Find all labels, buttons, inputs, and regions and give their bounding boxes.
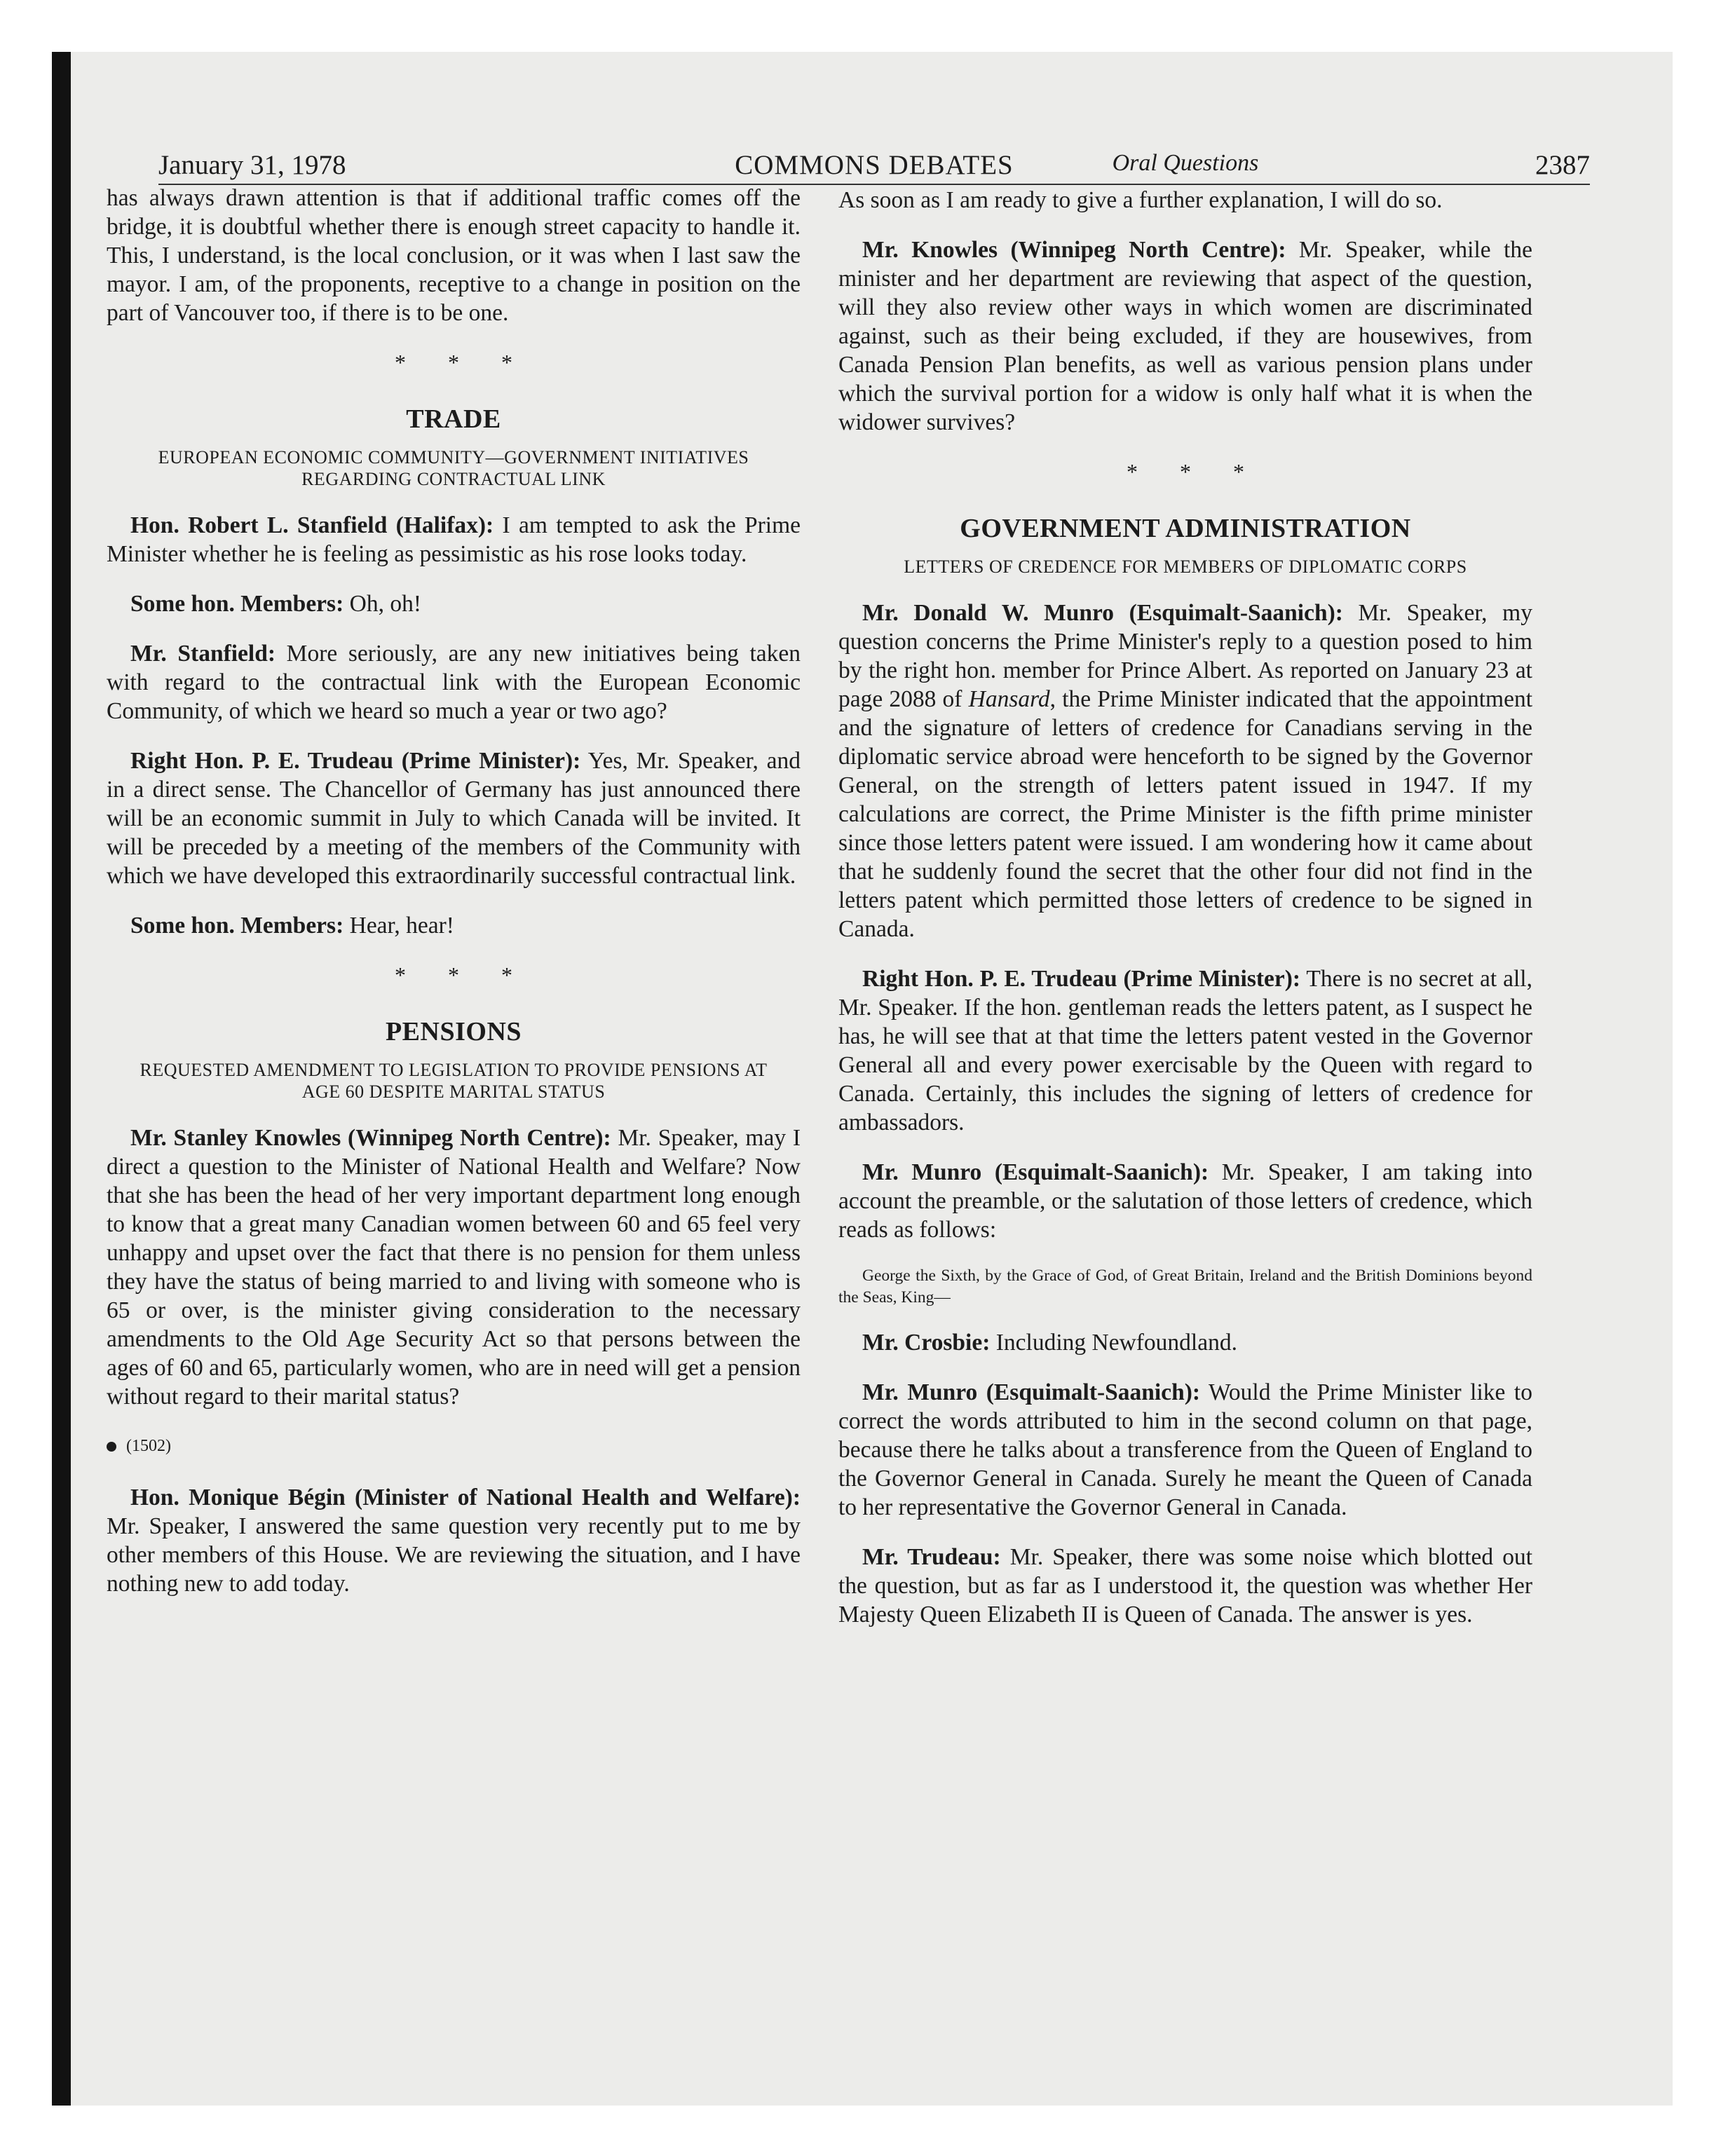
speech-text: Mr. Speaker, there was some noise which blotted out the question, but as far as I understood it, the question was whether Her Majesty Queen Elizabeth II is Queen of Canada. The answer is yes. [838, 1544, 1533, 1628]
header-title: COMMONS DEBATES [735, 150, 1014, 180]
speaker-name: Mr. Stanley Knowles (Winnipeg North Centre): [130, 1125, 611, 1151]
speech-text: Mr. Speaker, I answered the same question very recently put to me by other members of this House. We are reviewing the situation, and I have nothing new to add today. [107, 1513, 801, 1597]
speaker-name: Mr. Crosbie: [862, 1330, 991, 1356]
subheading-letters-of-credence: LETTERS OF CREDENCE FOR MEMBERS OF DIPLOMATIC CORPS [904, 557, 1467, 577]
speaker-name: Mr. Donald W. Munro (Esquimalt-Saanich): [862, 600, 1343, 626]
paragraph [107, 1124, 801, 1411]
speaker-name: Some hon. Members: [130, 913, 344, 939]
section-heading-trade: TRADE [406, 404, 501, 434]
speech-text: More seriously, are any new initiatives being taken with regard to the contractual link with the European Economic Community, of which we heard so much a year or two ago? [107, 641, 801, 724]
binding-edge [52, 52, 71, 2106]
speaker-name: Some hon. Members: [130, 591, 344, 617]
speech-text: Would the Prime Minister like to correct the words attributed to him in the second column on that page, because there he talks about a transference from the Queen of England to the Governor General in Canada. Surely he meant the Queen of Canada to her representative the Governor General in Canada. [838, 1379, 1532, 1520]
paragraph: As soon as I am ready to give a further explanation, I will do so. [838, 187, 1443, 213]
paragraph [838, 1328, 1532, 1357]
speaker-name: Mr. Trudeau: [862, 1544, 1001, 1570]
subheading-pensions: REQUESTED AMENDMENT TO LEGISLATION TO PROVIDE PENSIONS AT AGE 60 DESPITE MARITAL STATUS [140, 1060, 768, 1102]
section-heading-pensions: PENSIONS [385, 1017, 522, 1046]
speech-text: Mr. Speaker, my question concerns the Prime Minister's reply to a question posed to him by the right hon. member for Prince Albert. As reported on January 23 at page 2088 of [838, 600, 1532, 712]
paragraph [107, 911, 801, 940]
speaker-name: Mr. Munro (Esquimalt-Saanich): [862, 1159, 1209, 1185]
paragraph [107, 511, 801, 568]
paragraph [107, 746, 801, 890]
header-date: January 31, 1978 [158, 150, 346, 180]
paragraph [838, 1158, 1532, 1244]
section-divider: * * * [395, 350, 531, 375]
speaker-name: Right Hon. P. E. Trudeau (Prime Minister): [130, 748, 581, 774]
section-divider: * * * [1127, 459, 1263, 484]
section-heading-government: GOVERNMENT ADMINISTRATION [960, 514, 1411, 543]
time-marker-text: (1502) [126, 1437, 171, 1455]
paragraph [107, 589, 801, 618]
speech-text: Hear, hear! [343, 913, 454, 939]
speaker-name: Mr. Knowles (Winnipeg North Centre): [862, 237, 1286, 263]
paragraph [838, 599, 1532, 943]
speech-text: Mr. Speaker, may I direct a question to the Minister of National Health and Welfare? Now that she has been the head of her very important department long enough to know that a great many Canadian women between 60 and 65 feel very unhappy and upset over the fact that there is no pension for them unless they have the status of being married to and living with someone who is 65 or over, is the minister giving consideration to the necessary amendments to the Old Age Security Act so that persons between the ages of 60 and 65, particularly women, who are in need will get a pension without regard to their marital status? [107, 1125, 801, 1410]
paragraph: has always drawn attention is that if additional traffic comes off the bridge, it is doubtful whether there is enough street capacity to handle it. This, I understand, is the local conclusion, or it was when I last saw the mayor. I am, of the proponents, receptive to a change in position on the part of Vancouver too, if there is to be one. [107, 185, 801, 326]
right-column [838, 149, 1532, 1650]
subheading-eec: EUROPEAN ECONOMIC COMMUNITY—GOVERNMENT INITIATIVES REGARDING CONTRACTUAL LINK [158, 447, 749, 489]
paragraph [107, 1483, 801, 1598]
speech-text: , the Prime Minister indicated that the appointment and the signature of letters of credence for Canadians serving in the diplomatic service abroad were henceforth to be signed by the Governor General, on the strength of letters patent issued in 1947. If my calculations are correct, the Prime Minister is the fifth prime minister since those letters patent were issued. I am wondering how it came about that he suddenly found the secret that the other four did not find in the letters patent which permitted those letters of credence to be signed in Canada. [838, 686, 1532, 942]
running-head: Oral Questions [1112, 150, 1259, 176]
speech-text: Mr. Speaker, I am taking into account the preamble, or the salutation of those letters of credence, which reads as follows: [838, 1159, 1532, 1243]
speech-text: There is no secret at all, Mr. Speaker. If the hon. gentleman reads the letters patent, as I suspect he has, he will see that at that time the letters patent vested in the Governor General all and every power exercisable by the Queen with regard to Canada. Certainly, this includes the signing of letters of credence for ambassadors. [838, 966, 1532, 1135]
left-column [107, 184, 801, 1619]
bullet-icon [107, 1442, 116, 1452]
time-marker [107, 1432, 801, 1461]
speaker-name: Mr. Stanfield: [130, 641, 276, 667]
header-page-number: 2387 [1535, 150, 1590, 180]
speaker-name: Hon. Robert L. Stanfield (Halifax): [130, 512, 494, 538]
paragraph [838, 1378, 1532, 1522]
speaker-name: Hon. Monique Bégin (Minister of National Health and Welfare): [130, 1485, 801, 1510]
speech-text: Mr. Speaker, while the minister and her department are reviewing that aspect of the question, will they also review other ways in which women are discriminated against, such as their being excluded, if they are housewives, from Canada Pension Plan benefits, as well as various pension plans under which the survival portion for a widow is only half what it is when the widower survives? [838, 237, 1533, 435]
paragraph [107, 639, 801, 725]
block-quote: George the Sixth, by the Grace of God, of Great Britain, Ireland and the British Dominions beyond the Seas, King— [838, 1267, 1532, 1306]
speech-text: Including Newfoundland. [990, 1330, 1237, 1356]
speaker-name: Mr. Munro (Esquimalt-Saanich): [862, 1379, 1201, 1405]
paragraph [838, 964, 1532, 1137]
paragraph [838, 236, 1532, 437]
speech-text: Yes, Mr. Speaker, and in a direct sense. The Chancellor of Germany has just announced there will be an economic summit in July to which Canada will be invited. It will be preceded by a meeting of the members of the Community with which we have developed this extraordinarily successful contractual link. [107, 748, 801, 889]
paragraph [838, 1543, 1532, 1629]
speaker-name: Right Hon. P. E. Trudeau (Prime Minister): [862, 966, 1301, 992]
hansard-italic: Hansard [968, 686, 1050, 712]
section-divider: * * * [395, 962, 531, 988]
speech-text: I am tempted to ask the Prime Minister whether he is feeling as pessimistic as his rose looks today. [107, 512, 801, 567]
speech-text: Oh, oh! [343, 591, 421, 617]
